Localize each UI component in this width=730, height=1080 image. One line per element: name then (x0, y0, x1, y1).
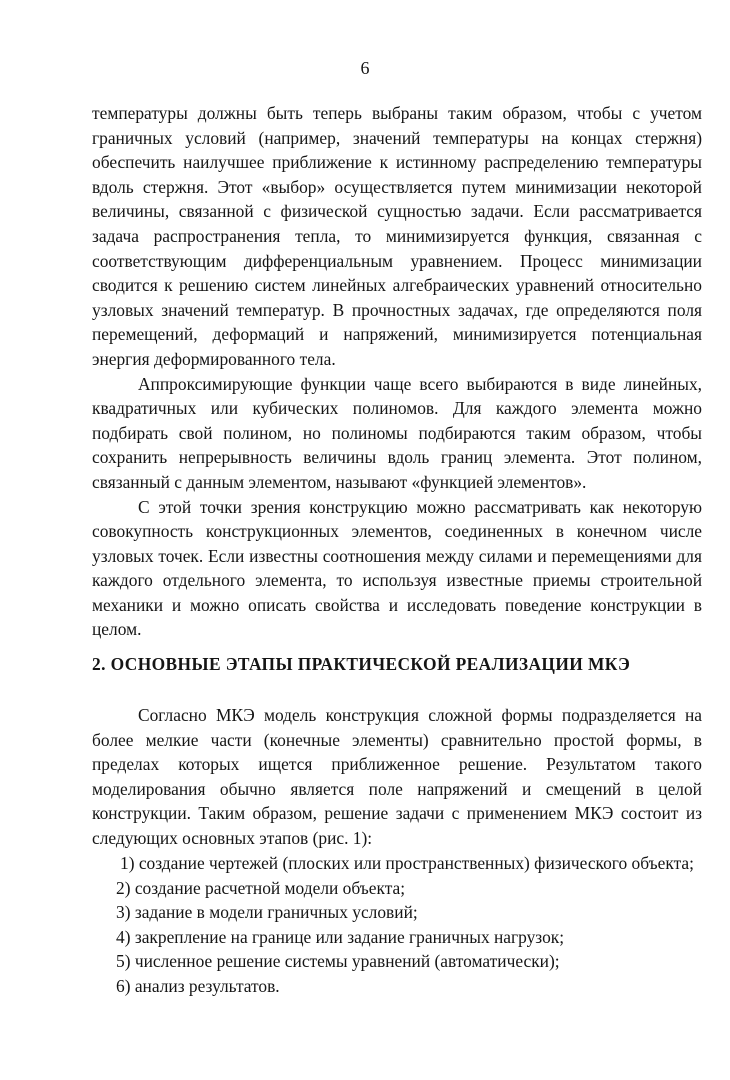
stages-list (92, 851, 702, 999)
paragraph-fem-model: Согласно МКЭ модель конструкция сложной формы подразделяется на более мелкие части (конечные элементы) сравнительно простой формы, в пределах которых ищется приближенное решение. Результатом такого моделирования обычно является поле напряжений и смещений в целой конструкции. Таким образом, решение задачи с применением МКЭ состоит из следующих основных этапов (рис. 1): (92, 705, 702, 848)
list-item: 5) численное решение системы уравнений (автоматически); (116, 951, 560, 972)
paragraph-approximating-functions: Аппроксимирующие функции чаще всего выбираются в виде линейных, квадратичных или кубических полиномов. Для каждого элемента можно подбирать свой полином, но полиномы подбираются таким образом, чтобы сохранить непрерывность величины вдоль границ элемента. Этот полином, связанный с данным элементом, называют «функцией элементов». (92, 373, 702, 492)
paragraph-continuation: температуры должны быть теперь выбраны таким образом, чтобы с учетом граничных условий (например, значений температуры на концах стержня) обеспечить наилучшее приближение к истинному распределению температуры вдоль стержня. Этот «выбор» осуществляется путем минимизации некоторой величины, связанной с физической сущностью задачи. Если рассматривается задача распространения тепла, то минимизируется функция, связанная с соответствующим дифференциальным уравнением. Процесс минимизации сводится к решению систем линейных алгебраических уравнений относительно узловых значений температур. В прочностных задачах, где определяются поля перемещений, деформаций и напряжений, минимизируется потенциальная энергия деформированного тела. (92, 103, 702, 369)
section-heading: 2. ОСНОВНЫЕ ЭТАПЫ ПРАКТИЧЕСКОЙ РЕАЛИЗАЦИИ МКЭ (92, 654, 631, 674)
body-text-bottom (92, 703, 702, 851)
list-item: 3) задание в модели граничных условий; (116, 902, 418, 923)
list-item: 1) создание чертежей (плоских или пространственных) физического объекта; (120, 853, 694, 873)
list-item: 4) закрепление на границе или задание граничных нагрузок; (116, 926, 565, 947)
list-item: 6) анализ результатов. (116, 975, 280, 996)
page-number: 6 (360, 58, 370, 78)
body-text-top (92, 101, 702, 642)
list-item: 2) создание расчетной модели объекта; (116, 877, 406, 898)
paragraph-structure-elements: С этой точки зрения конструкцию можно рассматривать как некоторую совокупность конструкционных элементов, соединенных в конечном числе узловых точек. Если известны соотношения между силами и перемещениями для каждого отдельного элемента, то используя известные приемы строительной механики и можно описать свойства и исследовать поведение конструкции в целом. (92, 496, 702, 640)
